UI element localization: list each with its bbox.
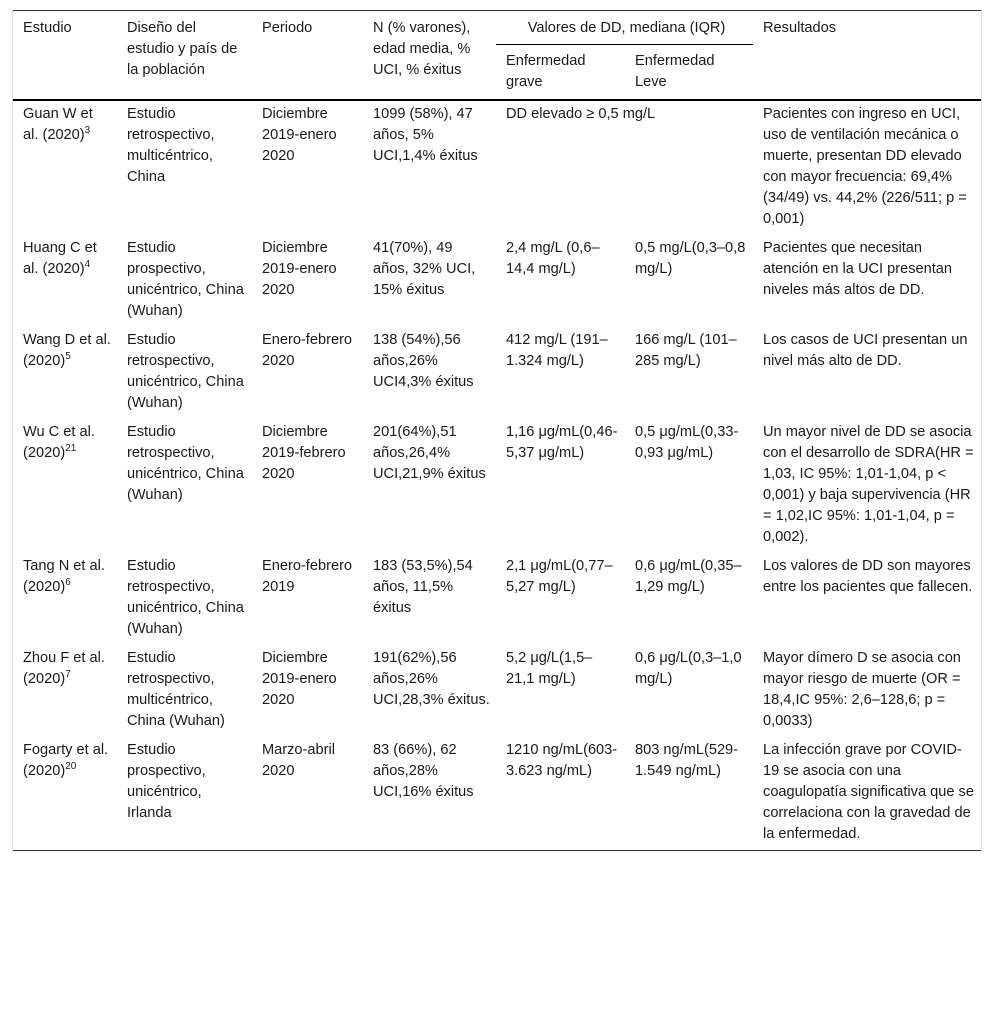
cell-resultados: Mayor dímero D se asocia con mayor riesgo de muerte (OR = 18,4,IC 95%: 2,6–128,6; p = 0,0033)	[763, 650, 961, 729]
header-enfermedad-leve: Enfermedad Leve	[625, 45, 753, 101]
cell-diseno: Estudio retrospectivo, unicéntrico, China (Wuhan)	[127, 558, 244, 637]
header-valores-dd: Valores de DD, mediana (IQR)	[496, 11, 753, 45]
table-body	[13, 100, 981, 851]
header-resultados: Resultados	[753, 11, 981, 101]
cell-n: 138 (54%),56 años,26% UCI4,3% éxitus	[373, 332, 474, 390]
cell-resultados: Pacientes con ingreso en UCI, uso de ventilación mecánica o muerte, presentan DD elevado con mayor frecuencia: 69,4% (34/49) vs. 44,2% (226/511; p = 0,001)	[763, 106, 967, 227]
header-periodo: Periodo	[252, 11, 363, 101]
cell-resultados: Un mayor nivel de DD se asocia con el desarrollo de SDRA(HR = 1,03, IC 95%: 1,01-1,04, p < 0,001) y baja supervivencia (HR = 1,02,IC 95%: 1,01-1,04, p = 0,002).	[763, 424, 974, 545]
cell-resultados: Los valores de DD son mayores entre los pacientes que fallecen.	[763, 558, 973, 595]
header-n: N (% varones), edad media, % UCI, % éxitus	[363, 11, 496, 101]
cell-periodo: Enero-febrero 2019	[262, 558, 353, 595]
cell-diseno: Estudio retrospectivo, multicéntrico, China	[127, 106, 215, 185]
cell-grave: 412 mg/L (191–1.324 mg/L)	[506, 332, 608, 369]
cell-grave: 5,2 μg/L(1,5–21,1 mg/L)	[506, 650, 593, 687]
cell-estudio: Tang N et al. $(2020)^6$	[23, 558, 105, 595]
table-container	[12, 10, 982, 851]
cell-estudio: Fogarty et al. $(2020)^{20}$	[13, 737, 117, 851]
cell-grave: 2,1 μg/mL(0,77–5,27 mg/L)	[506, 558, 613, 595]
cell-estudio: Wang D et al. $(2020)^5$	[23, 332, 111, 369]
cell-periodo: Diciembre 2019-enero 2020	[262, 240, 337, 298]
cell-grave: 2,4 mg/L (0,6–14,4 mg/L)	[506, 240, 600, 277]
table-row	[13, 737, 981, 851]
cell-periodo: Diciembre 2019-enero 2020	[262, 650, 337, 708]
cell-dd-merged: DD elevado ≥ 0,5 mg/L	[506, 106, 656, 122]
cell-leve: 0,6 μg/mL(0,35–1,29 mg/L)	[635, 558, 742, 595]
header-enfermedad-grave: Enfermedad grave	[496, 45, 625, 101]
cell-estudio: Wu C et al. $(2020)^{21}$	[23, 424, 95, 461]
cell-n: 183 (53,5%),54 años, 11,5% éxitus	[373, 558, 473, 616]
table-row	[13, 100, 981, 235]
cell-periodo: Marzo-abril 2020	[252, 737, 363, 851]
cell-leve: 166 mg/L (101–285 mg/L)	[635, 332, 737, 369]
dd-studies-table	[13, 10, 981, 851]
table-row	[13, 327, 981, 419]
header-estudio: Estudio	[13, 11, 117, 101]
table-row	[13, 235, 981, 327]
table-row	[13, 553, 981, 645]
cell-estudio: Zhou F et al. $(2020)^7$	[23, 650, 105, 687]
cell-n: 83 (66%), 62 años,28% UCI,16% éxitus	[363, 737, 496, 851]
header-diseno: Diseño del estudio y país de la población	[117, 11, 252, 101]
cell-diseno: Estudio retrospectivo, unicéntrico, China (Wuhan)	[127, 332, 244, 411]
cell-n: 201(64%),51 años,26,4% UCI,21,9% éxitus	[373, 424, 486, 482]
cell-leve: 803 ng/mL(529-1.549 ng/mL)	[625, 737, 753, 851]
cell-leve: 0,5 μg/mL(0,33-0,93 μg/mL)	[635, 424, 739, 461]
cell-diseno: Estudio retrospectivo, unicéntrico, China (Wuhan)	[127, 424, 244, 503]
cell-grave: 1,16 μg/mL(0,46-5,37 μg/mL)	[506, 424, 618, 461]
cell-leve: 0,6 μg/L(0,3–1,0 mg/L)	[635, 650, 742, 687]
cell-resultados: Pacientes que necesitan atención en la UCI presentan niveles más altos de DD.	[763, 240, 953, 298]
cell-estudio: Guan W et al. $(2020)^3$	[23, 106, 93, 143]
cell-periodo: Enero-febrero 2020	[262, 332, 353, 369]
cell-diseno: Estudio prospectivo, unicéntrico, China (Wuhan)	[127, 240, 244, 319]
table-header	[13, 11, 981, 101]
cell-n: 1099 (58%), 47 años, 5% UCI,1,4% éxitus	[373, 106, 478, 164]
cell-periodo: Diciembre 2019-enero 2020	[262, 106, 337, 164]
cell-resultados: La infección grave por COVID-19 se asocia con una coagulopatía significativa que se correlaciona con la gravedad de la enfermedad.	[753, 737, 981, 851]
cell-n: 41(70%), 49 años, 32% UCI, 15% éxitus	[373, 240, 476, 298]
cell-periodo: Diciembre 2019-febrero 2020	[262, 424, 346, 482]
cell-diseno: Estudio retrospectivo, multicéntrico, China (Wuhan)	[127, 650, 225, 729]
cell-grave: 1210 ng/mL(603-3.623 ng/mL)	[496, 737, 625, 851]
cell-leve: 0,5 mg/L(0,3–0,8 mg/L)	[635, 240, 746, 277]
cell-resultados: Los casos de UCI presentan un nivel más alto de DD.	[763, 332, 968, 369]
table-row	[13, 645, 981, 737]
cell-estudio: Huang C et al. $(2020)^4$	[23, 240, 97, 277]
table-row	[13, 419, 981, 553]
cell-n: 191(62%),56 años,26% UCI,28,3% éxitus.	[373, 650, 490, 708]
cell-diseno: Estudio prospectivo, unicéntrico, Irlanda	[117, 737, 252, 851]
